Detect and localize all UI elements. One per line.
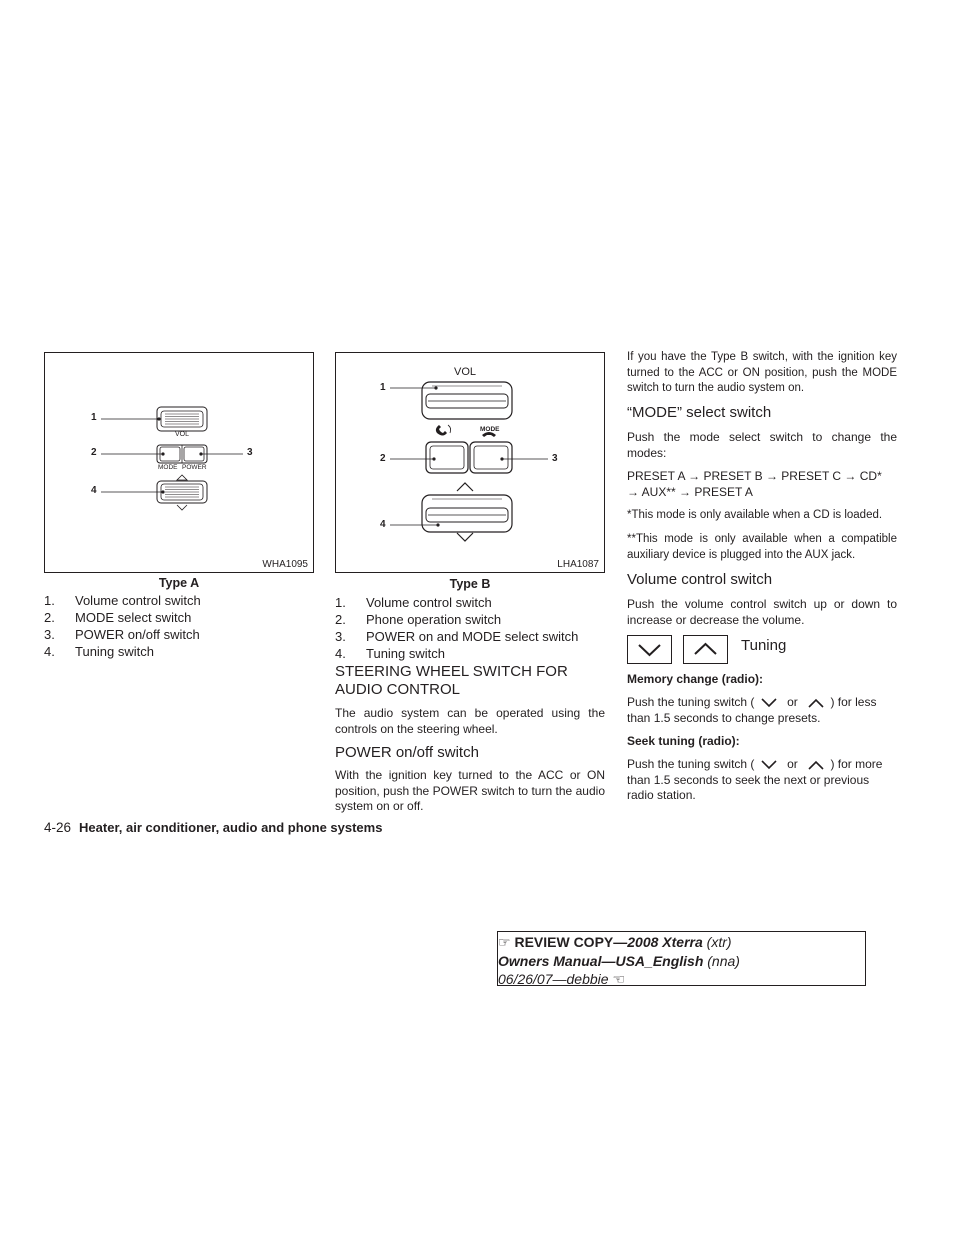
steering-heading-line1: STEERING WHEEL SWITCH FOR <box>335 663 568 680</box>
review-line-2 <box>498 952 865 970</box>
mode-note-aux: **This mode is only available when a compatible auxiliary device is plugged into the AUX jack. <box>627 533 897 561</box>
list-type-b <box>335 594 578 662</box>
review-manual: Owners Manual—USA_English <box>498 953 704 969</box>
list-number: 4. <box>44 644 55 659</box>
list-number: 4. <box>335 646 346 661</box>
figure-caption-type-a: Type A <box>158 576 200 590</box>
list-item <box>335 594 578 611</box>
type-b-switch-illustration <box>336 353 604 572</box>
list-text: Tuning switch <box>366 646 445 661</box>
memory-text-or: or <box>787 695 798 709</box>
list-number: 2. <box>335 612 346 627</box>
list-text: POWER on and MODE select switch <box>366 629 579 644</box>
figure-type-a <box>44 352 314 573</box>
mode-label: MODE <box>158 464 178 471</box>
callout-4: 4 <box>91 485 97 496</box>
list-text: Tuning switch <box>75 644 154 659</box>
review-manual-code: (nna) <box>707 953 740 969</box>
review-label: REVIEW COPY— <box>514 934 628 950</box>
mode-label: MODE <box>480 426 500 433</box>
mode-body: Push the mode select switch to change the modes: <box>627 430 897 460</box>
review-line-3 <box>498 970 865 989</box>
list-text: Volume control switch <box>75 593 201 608</box>
chevron-up-icon <box>805 758 827 772</box>
steering-body: The audio system can be operated using the controls on the steering wheel. <box>335 706 605 736</box>
tuning-heading: Tuning <box>741 637 787 654</box>
seek-text-post: ) for more than 1.5 seconds to seek the next or previous radio station. <box>627 757 883 802</box>
memory-text-pre: Push the tuning switch ( <box>627 695 755 709</box>
volume-body: Push the volume control switch up or down to increase or decrease the volume. <box>627 597 897 627</box>
chapter-title: Heater, air conditioner, audio and phone systems <box>79 820 383 835</box>
callout-4: 4 <box>380 519 386 530</box>
pointing-hand-icon: ☞ <box>498 935 511 951</box>
power-body: With the ignition key turned to the ACC or ON position, push the POWER switch to turn the audio system on or off. <box>335 768 605 813</box>
list-number: 1. <box>44 593 55 608</box>
list-text: Phone operation switch <box>366 612 502 627</box>
steering-heading <box>335 663 605 699</box>
seek-text-pre: Push the tuning switch ( <box>627 757 755 771</box>
review-model-code: (xtr) <box>706 934 732 950</box>
callout-2: 2 <box>91 447 97 458</box>
list-number: 1. <box>335 595 346 610</box>
mode-note-cd: *This mode is only available when a CD is loaded. <box>627 509 883 521</box>
vol-label: VOL <box>175 431 190 438</box>
callout-1: 1 <box>91 412 97 423</box>
list-number: 2. <box>44 610 55 625</box>
power-label: POWER <box>182 464 207 471</box>
type-a-switch-illustration <box>45 353 313 572</box>
chevron-down-icon <box>758 696 780 710</box>
list-item <box>44 643 201 660</box>
type-b-intro: If you have the Type B switch, with the ignition key turned to the ACC or ON position, push the MODE switch to turn the audio system on. <box>627 351 897 394</box>
memory-heading: Memory change (radio): <box>627 672 764 686</box>
list-item <box>44 609 201 626</box>
callout-3: 3 <box>247 447 253 458</box>
figure-type-b <box>335 352 605 573</box>
list-text: MODE select switch <box>75 610 192 625</box>
seek-body <box>627 757 897 804</box>
memory-text-post: ) for less than 1.5 seconds to change presets. <box>627 695 877 725</box>
mode-sequence: PRESET A → PRESET B → PRESET C → CD* → AUX** → PRESET A <box>627 469 882 499</box>
list-text: POWER on/off switch <box>75 627 200 642</box>
list-item <box>335 611 578 628</box>
power-heading: POWER on/off switch <box>335 744 479 761</box>
figure-caption-type-b: Type B <box>449 577 491 591</box>
memory-body <box>627 695 897 726</box>
list-type-a <box>44 592 201 660</box>
vol-label: VOL <box>454 366 477 378</box>
callout-1: 1 <box>380 382 386 393</box>
review-model: 2008 Xterra <box>627 934 703 950</box>
review-date: 06/26/07—debbie <box>498 971 609 987</box>
list-item <box>44 626 201 643</box>
steering-heading-line2: AUDIO CONTROL <box>335 681 461 698</box>
list-number: 3. <box>335 629 346 644</box>
review-line-1 <box>498 933 865 952</box>
chevron-up-icon <box>805 696 827 710</box>
callout-3: 3 <box>552 453 558 464</box>
review-copy-stamp <box>497 931 866 986</box>
list-item <box>335 628 578 645</box>
volume-heading: Volume control switch <box>627 571 773 588</box>
chevron-down-icon <box>758 758 780 772</box>
seek-text-or: or <box>787 757 798 771</box>
seek-heading: Seek tuning (radio): <box>627 734 740 748</box>
list-text: Volume control switch <box>366 595 492 610</box>
callout-2: 2 <box>380 453 386 464</box>
figure-code: LHA1087 <box>557 559 599 570</box>
list-number: 3. <box>44 627 55 642</box>
list-item <box>44 592 201 609</box>
tuning-up-icon <box>683 635 728 664</box>
mode-heading: “MODE” select switch <box>627 404 772 421</box>
page-number: 4-26 <box>44 820 72 835</box>
figure-code: WHA1095 <box>262 559 308 570</box>
tuning-down-icon <box>627 635 672 664</box>
page-footer <box>44 820 382 835</box>
pointing-hand-left-icon: ☜ <box>612 972 625 988</box>
list-item <box>335 645 578 662</box>
